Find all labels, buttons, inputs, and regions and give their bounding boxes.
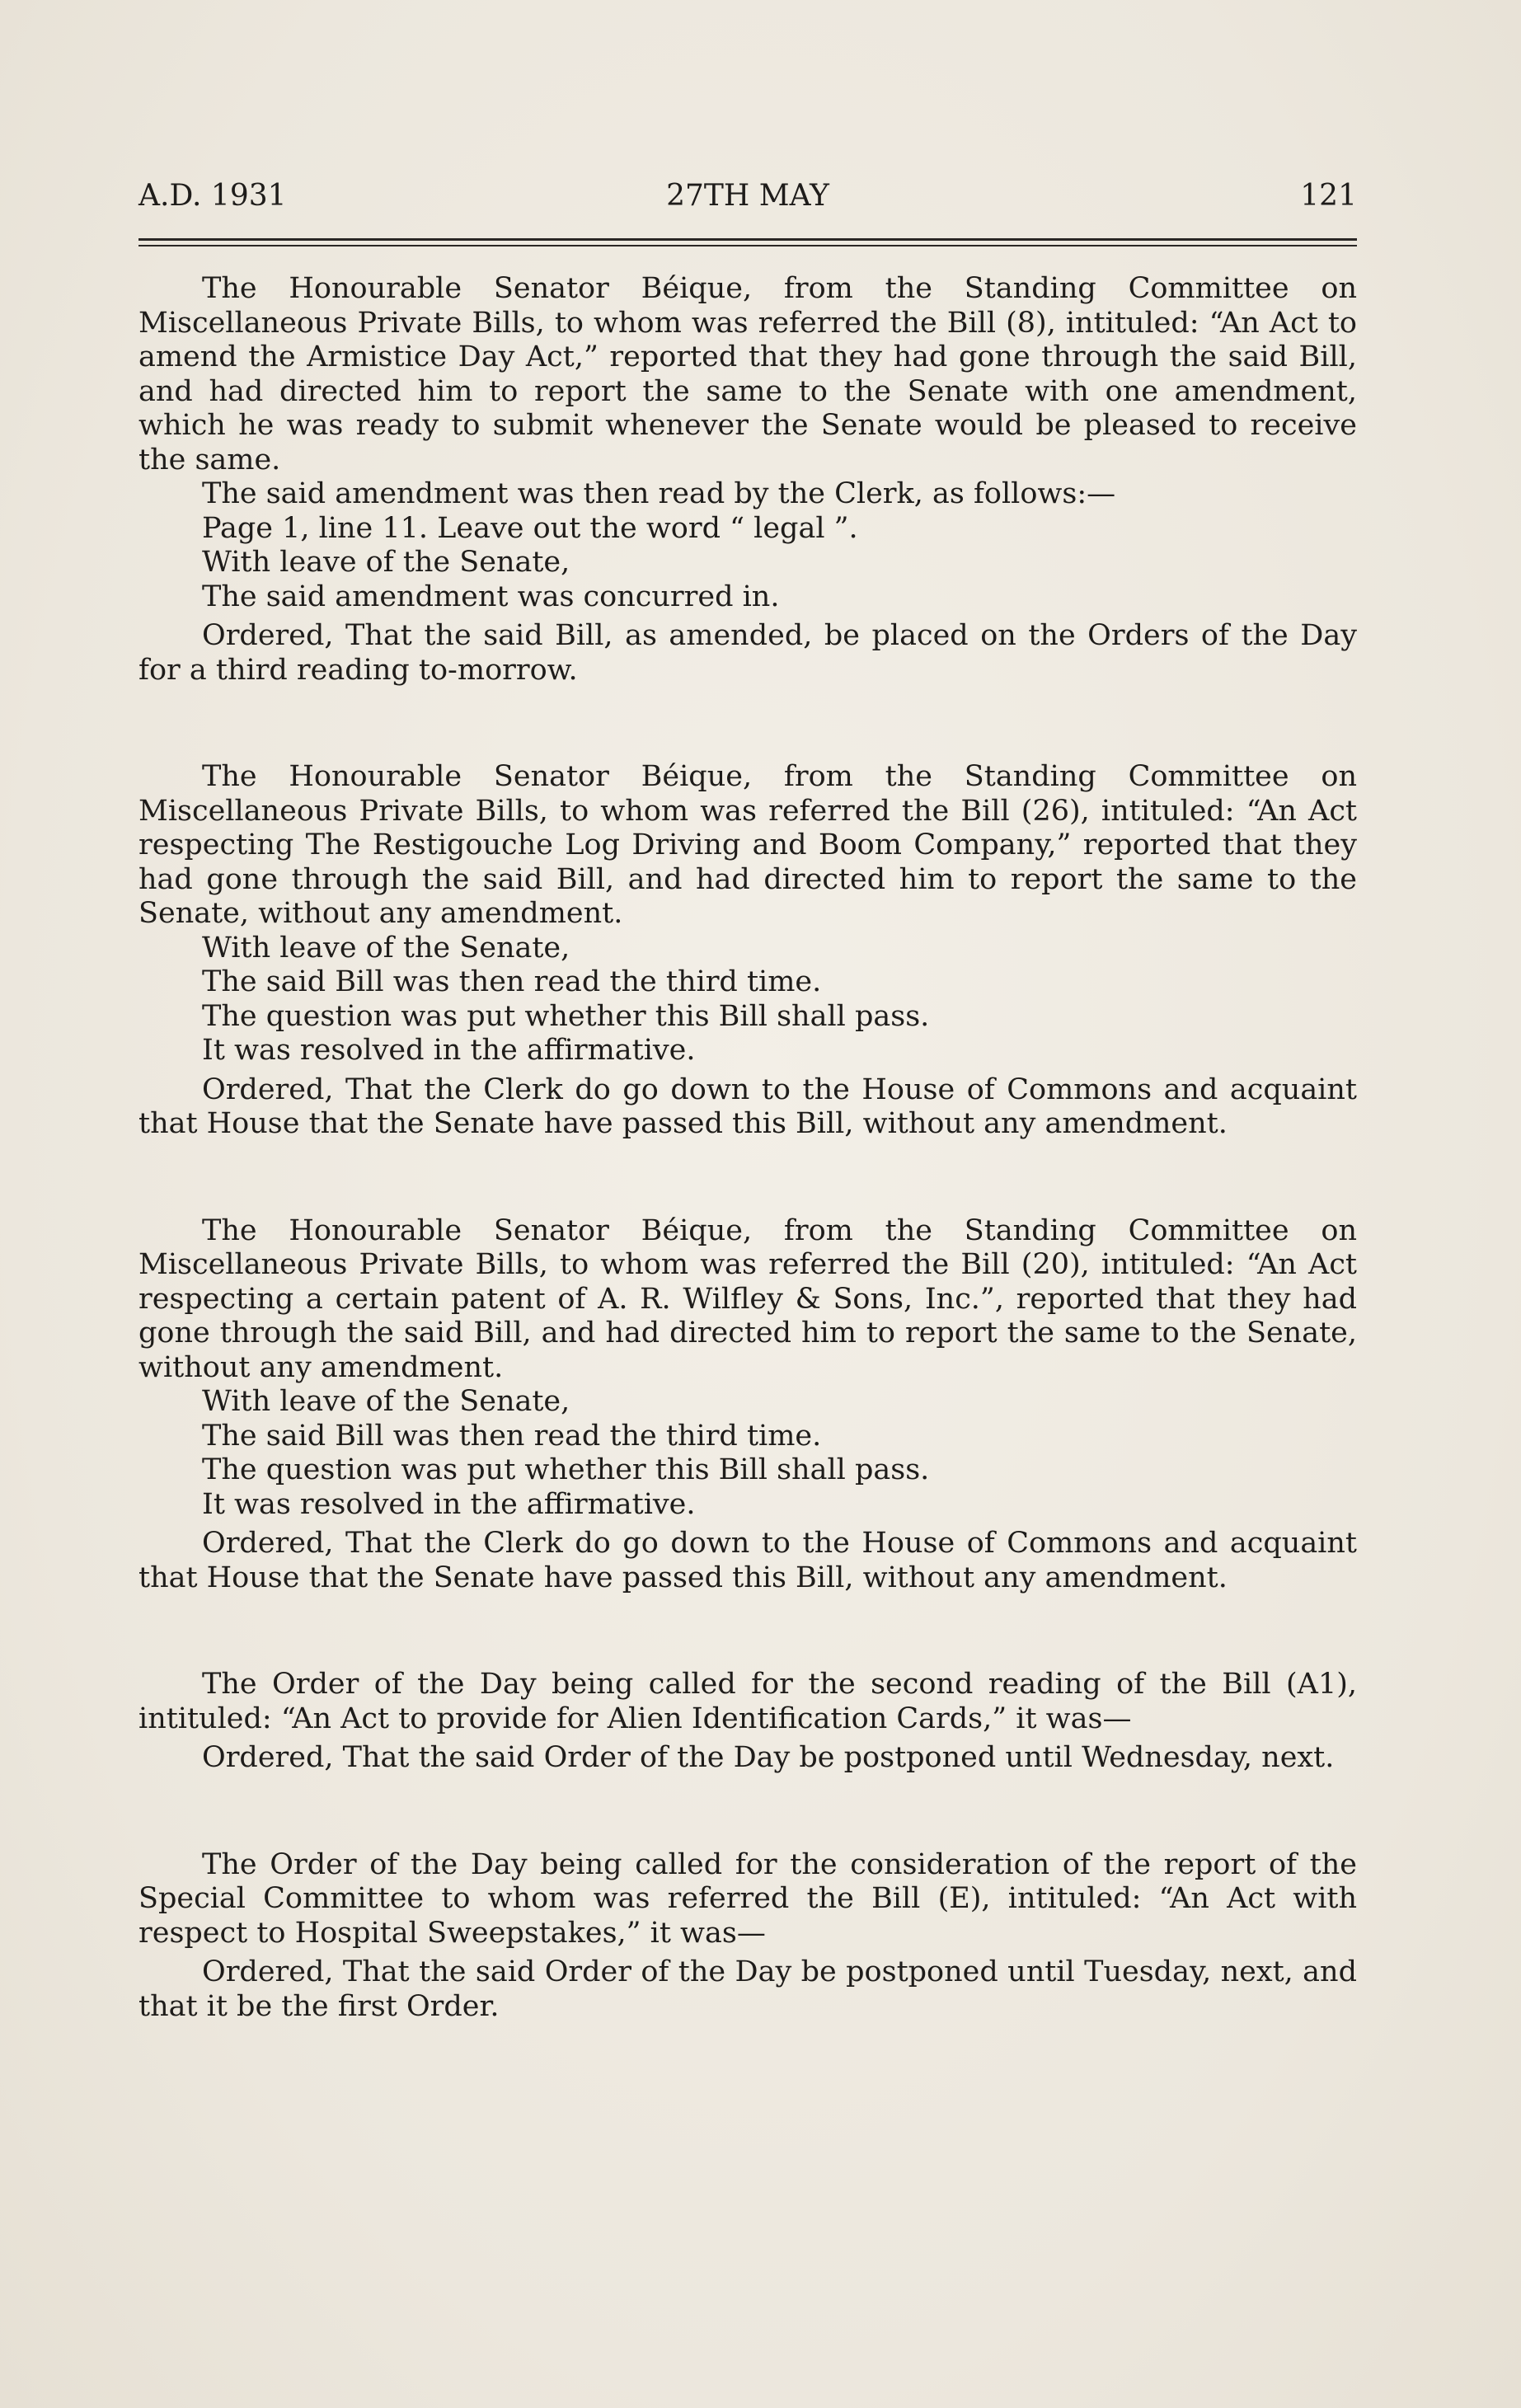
paragraph: The said amendment was then read by the Clerk, as follows:— xyxy=(202,477,1116,510)
header-rule-top xyxy=(138,238,1357,241)
paragraph: Ordered, That the said Bill, as amended, be placed on the Orders of the Day for a third reading to-morrow. xyxy=(138,619,1357,687)
paragraph: It was resolved in the affirmative. xyxy=(202,1034,696,1067)
paragraph: The Order of the Day being called for the second reading of the Bill (A1), intituled: “An Act to provide for Alien Identification Cards,” it was— xyxy=(138,1668,1357,1735)
paragraph: The Honourable Senator Béique, from the Standing Committee on Miscellaneous Private Bills, to whom was referred the Bill (26), intituled: “An Act respecting The Restigouche Log Driving and Boom Company,” reported that they had gone through the said Bill, and had directed him to report the same to the Senate, without any amendment. xyxy=(138,760,1357,930)
paragraph: The said Bill was then read the third time. xyxy=(202,1419,822,1453)
paragraph: The Honourable Senator Béique, from the Standing Committee on Miscellaneous Private Bills, to whom was referred the Bill (8), intituled: “An Act to amend the Armistice Day Act,” reported that they had gone through the said Bill, and had directed him to report the same to the Senate with one amendment, which he was ready to submit whenever the Senate would be pleased to receive the same. xyxy=(138,272,1357,476)
paragraph: With leave of the Senate, xyxy=(202,931,570,965)
paragraph: Ordered, That the said Order of the Day be postponed until Wednesday, next. xyxy=(202,1741,1335,1774)
paragraph: Ordered, That the said Order of the Day be postponed until Tuesday, next, and that it be the first Order. xyxy=(138,1955,1357,2023)
paragraph: The question was put whether this Bill shall pass. xyxy=(202,999,930,1033)
running-header xyxy=(138,171,1357,221)
entry-bill-8 xyxy=(138,272,1357,688)
paragraph: Ordered, That the Clerk do go down to the House of Commons and acquaint that House that the Senate have passed this Bill, without any amendment. xyxy=(138,1073,1357,1140)
paragraph: The Order of the Day being called for the consideration of the report of the Special Committee to whom was referred the Bill (E), intituled: “An Act with respect to Hospital Sweepstakes,” it was— xyxy=(138,1847,1357,1950)
paragraph: The said amendment was concurred in. xyxy=(202,580,780,613)
header-rule-bottom xyxy=(138,245,1357,246)
header-date: 27TH MAY xyxy=(666,179,829,213)
paragraph: It was resolved in the affirmative. xyxy=(202,1487,696,1521)
paragraph: With leave of the Senate, xyxy=(202,546,570,579)
paragraph: With leave of the Senate, xyxy=(202,1385,570,1418)
page-number: 121 xyxy=(1300,179,1357,213)
entry-bill-20 xyxy=(138,1214,1357,1596)
header-year: A.D. 1931 xyxy=(138,179,287,213)
paragraph: Page 1, line 11. Leave out the word “ legal ”. xyxy=(202,511,858,545)
paragraph: The Honourable Senator Béique, from the Standing Committee on Miscellaneous Private Bills, to whom was referred the Bill (20), intituled: “An Act respecting a certain patent of A. R. Wilfley & Sons, Inc.”, reported that they had gone through the said Bill, and had directed him to report the same to the Senate, without any amendment. xyxy=(138,1213,1357,1384)
paragraph: The question was put whether this Bill shall pass. xyxy=(202,1453,930,1486)
entry-bill-26 xyxy=(138,760,1357,1142)
paragraph: Ordered, That the Clerk do go down to the House of Commons and acquaint that House that the Senate have passed this Bill, without any amendment. xyxy=(138,1527,1357,1594)
paragraph: The said Bill was then read the third time. xyxy=(202,965,822,998)
journal-body xyxy=(138,272,1357,2024)
entry-bill-a1 xyxy=(138,1668,1357,1776)
entry-bill-e xyxy=(138,1848,1357,2025)
